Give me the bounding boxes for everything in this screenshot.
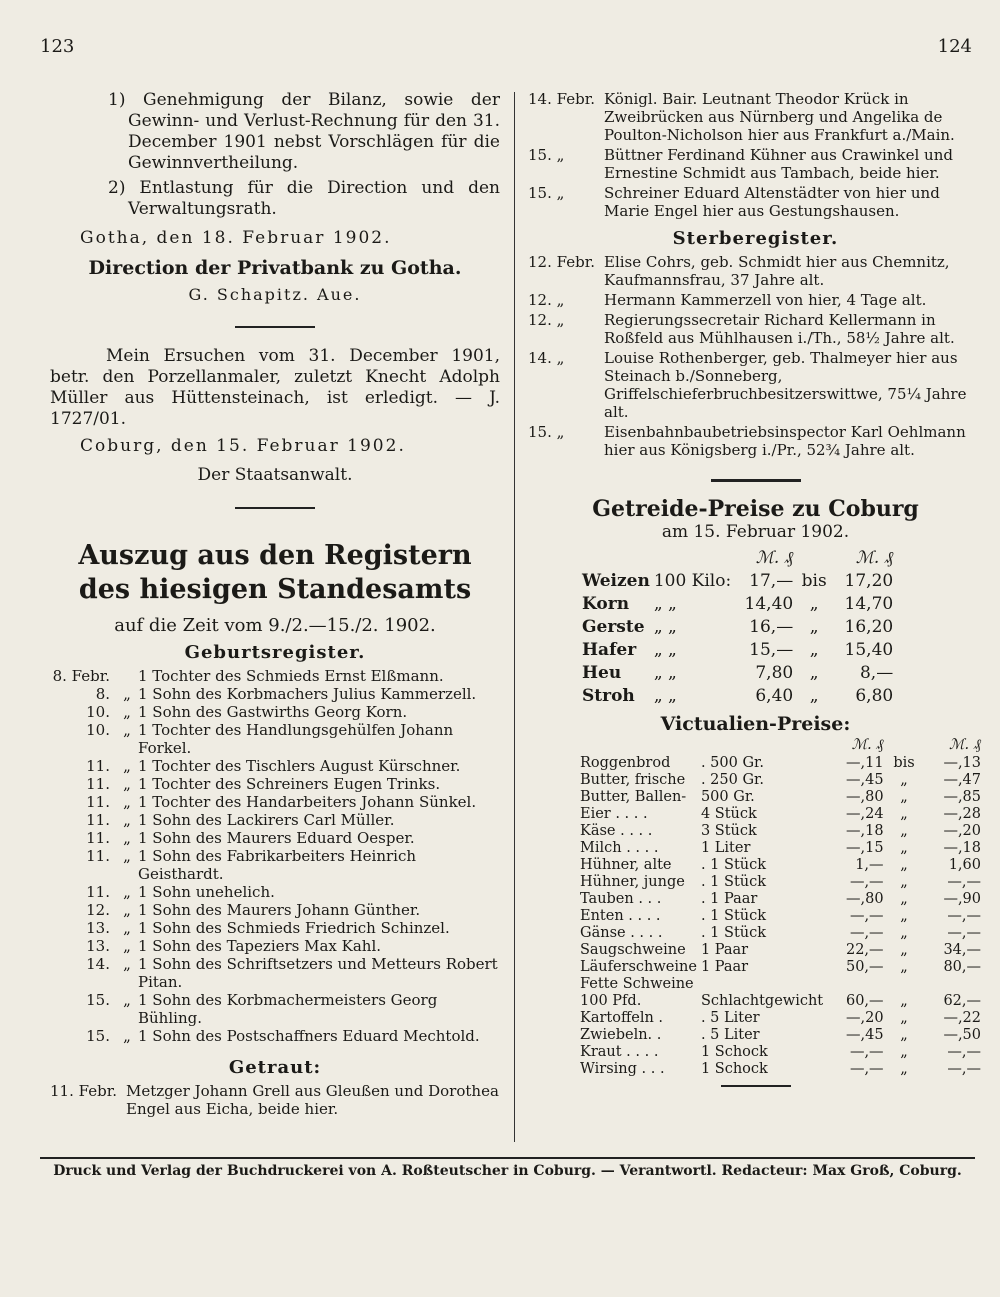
ditto-mark (116, 667, 138, 685)
price-high: —,13 (943, 754, 981, 771)
place-date-coburg: Coburg, den 15. Februar 1902. (80, 436, 406, 456)
price-item: Butter, frische (580, 771, 686, 788)
price-low: —,45 (845, 1026, 884, 1043)
registry-period: auf die Zeit vom 9./2.—15./2. 1902. (114, 615, 436, 636)
signers: G. Schapitz. Aue. (188, 285, 362, 304)
entry-date: 11. (86, 757, 110, 775)
ditto-mark: „ (123, 937, 131, 955)
price-row (578, 941, 983, 958)
register-entry (50, 1082, 500, 1118)
price-row (578, 992, 983, 1009)
price-high: —,— (947, 907, 981, 924)
ditto-mark: „ (123, 721, 131, 739)
grain-title: Getreide-Preise zu Coburg (592, 496, 919, 522)
register-entry (50, 919, 500, 937)
price-low: —,20 (845, 1009, 884, 1026)
register-entry (50, 847, 500, 883)
currency-header: ℳ. ₰ (855, 547, 894, 568)
price-separator: „ (900, 788, 908, 805)
entry-text: Schreiner Eduard Altenstädter von hier und Marie Engel hier aus Gestungshausen. (604, 184, 940, 220)
price-row (578, 805, 983, 822)
grain-date: am 15. Februar 1902. (661, 522, 850, 542)
price-low: 1,— (855, 856, 884, 873)
price-high (923, 975, 983, 992)
price-quantity: 3 Stück (700, 822, 757, 839)
price-quantity: „ „ (653, 685, 677, 706)
entry-date: 14. Febr. (528, 90, 595, 108)
price-row (580, 569, 895, 592)
price-quantity: . 500 Gr. (700, 754, 764, 771)
register-entry (50, 829, 500, 847)
price-separator: bis (893, 754, 915, 771)
price-high: —,47 (943, 771, 981, 788)
price-row (578, 924, 983, 941)
price-row (578, 856, 983, 873)
price-low: —,— (849, 924, 884, 941)
ditto-mark: „ (123, 883, 131, 901)
price-row (580, 684, 895, 707)
price-quantity: 1 Schock (700, 1043, 768, 1060)
price-quantity: . 1 Stück (700, 873, 767, 890)
price-separator: „ (900, 924, 908, 941)
price-item: Roggenbrod (580, 754, 671, 771)
price-low: —,— (849, 907, 884, 924)
price-high: 34,— (943, 941, 981, 958)
price-row (578, 839, 983, 856)
page-number-left: 123 (40, 36, 75, 57)
price-separator: „ (900, 1026, 908, 1043)
entry-date: 13. (86, 937, 110, 955)
ditto-mark: „ (123, 991, 131, 1009)
price-separator: „ (900, 856, 908, 873)
price-high: —,18 (943, 839, 981, 856)
entry-text: 1 Sohn des Schriftsetzers und Metteurs Robert Pitan. (138, 955, 498, 991)
price-separator: „ (900, 822, 908, 839)
entry-text: Büttner Ferdinand Kühner aus Crawinkel und Ernestine Schmidt aus Tambach, beide hier. (604, 146, 953, 182)
ditto-mark: „ (123, 919, 131, 937)
ditto-mark: „ (123, 793, 131, 811)
price-item: Saugschweine (580, 941, 686, 958)
currency-header: ℳ. ₰ (755, 547, 794, 568)
entry-text: Hermann Kammerzell von hier, 4 Tage alt. (604, 291, 927, 309)
price-separator: „ (809, 593, 819, 614)
price-quantity: „ „ (653, 639, 677, 660)
price-quantity: . 1 Stück (700, 924, 767, 941)
register-entry (50, 757, 500, 775)
divider (721, 1085, 791, 1087)
entry-date: 11. (86, 883, 110, 901)
price-row (578, 975, 983, 992)
register-entry (50, 901, 500, 919)
price-row (580, 592, 895, 615)
entry-date: 11. (86, 793, 110, 811)
grain-table (580, 546, 895, 707)
price-item: Fette Schweine (580, 975, 694, 992)
price-separator: „ (900, 1009, 908, 1026)
price-low: —,11 (845, 754, 884, 771)
price-item: Korn (582, 593, 630, 614)
entry-text: Metzger Johann Grell aus Gleußen und Dorothea Engel aus Eicha, beide hier. (126, 1082, 499, 1118)
entry-text: 1 Sohn unehelich. (138, 883, 275, 901)
price-item: 100 Pfd. (580, 992, 642, 1009)
entry-date: 15. „ (528, 423, 565, 441)
register-entry (50, 721, 500, 757)
imprint-footer: Druck und Verlag der Buchdruckerei von A. Roßteutscher in Coburg. — Verantwortl. Redacteur: Max Groß, Coburg. (40, 1157, 975, 1179)
price-quantity: . 1 Stück (700, 907, 767, 924)
register-entry (50, 955, 500, 991)
register-entry (50, 667, 500, 685)
price-row (580, 661, 895, 684)
ditto-mark: „ (123, 811, 131, 829)
register-entry (528, 146, 983, 182)
entry-text: Louise Rothenberger, geb. Thalmeyer hier aus Steinach b./Sonneberg, Griffelschieferbruchbesitzerswittwe, 75¼ Jahre alt. (604, 349, 967, 421)
price-item: Zwiebeln. . (580, 1026, 662, 1043)
entry-text: Eisenbahnbaubetriebsinspector Karl Oehlmann hier aus Königsberg i./Pr., 52¾ Jahre alt. (604, 423, 966, 459)
married-heading: Getraut: (228, 1057, 322, 1078)
register-entry (528, 253, 983, 289)
place-date-gotha: Gotha, den 18. Februar 1902. (80, 228, 392, 248)
price-separator: „ (900, 839, 908, 856)
entry-text: 1 Sohn des Maurers Johann Günther. (138, 901, 421, 919)
entry-text: 1 Tochter des Handarbeiters Johann Sünkel. (138, 793, 477, 811)
price-separator: „ (900, 873, 908, 890)
entry-date: 15. (86, 991, 110, 1009)
entry-text: 1 Sohn des Korbmachers Julius Kammerzell. (138, 685, 477, 703)
price-item: Eier . . . . (580, 805, 648, 822)
price-quantity: 1 Paar (700, 941, 749, 958)
entry-date: 14. (86, 955, 110, 973)
register-entry (50, 811, 500, 829)
entry-text: 1 Tochter des Tischlers August Kürschner. (138, 757, 461, 775)
price-low: —,18 (845, 822, 884, 839)
price-item: Käse . . . . (580, 822, 653, 839)
entry-text: 1 Sohn des Schmieds Friedrich Schinzel. (138, 919, 450, 937)
price-high: —,85 (943, 788, 981, 805)
divider (235, 326, 315, 328)
price-item: Butter, Ballen- (580, 788, 687, 805)
entry-text: Königl. Bair. Leutnant Theodor Krück in Zweibrücken aus Nürnberg und Angelika de Poulton-Nicholson hier aus Frankfurt a./Main. (604, 90, 955, 144)
price-high: 8,— (859, 662, 894, 683)
price-high: 15,40 (844, 639, 894, 660)
price-separator: „ (900, 992, 908, 1009)
price-low: 50,— (845, 958, 884, 975)
price-row (578, 1026, 983, 1043)
price-quantity: . 250 Gr. (700, 771, 764, 788)
prosecutor-title: Der Staatsanwalt. (197, 465, 353, 485)
currency-header: ℳ. ₰ (851, 737, 884, 753)
price-row (578, 873, 983, 890)
price-low: —,24 (845, 805, 884, 822)
price-quantity: . 5 Liter (700, 1026, 760, 1043)
price-separator: „ (900, 1043, 908, 1060)
prosecutor-notice: Mein Ersuchen vom 31. December 1901, betr. den Porzellanmaler, zuletzt Knecht Adolph Müller aus Hüttensteinach, ist erledigt. — J. 1727/01. (50, 346, 500, 429)
entry-text: Regierungssecretair Richard Kellermann in Roßfeld aus Mühlhausen i./Th., 58½ Jahre alt. (604, 311, 955, 347)
register-entry (50, 775, 500, 793)
price-low: 6,40 (755, 685, 794, 706)
price-item: Weizen (582, 570, 650, 591)
price-separator: „ (900, 1060, 908, 1077)
price-separator: „ (900, 941, 908, 958)
price-low: —,— (849, 1060, 884, 1077)
price-row (578, 907, 983, 924)
entry-date: 10. (86, 721, 110, 739)
price-quantity: 100 Kilo: (653, 570, 732, 591)
register-entry (528, 311, 983, 347)
price-row (578, 1060, 983, 1077)
entry-date: 11. (86, 829, 110, 847)
price-row (578, 958, 983, 975)
column-divider (514, 92, 515, 1142)
register-entry (50, 883, 500, 901)
price-high: —,20 (943, 822, 981, 839)
divider (235, 507, 315, 509)
entry-text: 1 Sohn des Gastwirths Georg Korn. (138, 703, 408, 721)
price-separator: „ (900, 890, 908, 907)
price-row (580, 638, 895, 661)
ditto-mark: „ (123, 757, 131, 775)
price-low: 60,— (845, 992, 884, 1009)
price-quantity: 1 Paar (700, 958, 749, 975)
entry-date: 15. „ (528, 146, 565, 164)
agenda-item-1: 1) Genehmigung der Bilanz, sowie der Gewinn- und Verlust-Rechnung für den 31. December 1901 nebst Vorschlägen für die Gewinnvertheilung. (108, 90, 500, 173)
price-low: 22,— (845, 941, 884, 958)
register-entry (50, 937, 500, 955)
entry-date: 11. (86, 811, 110, 829)
ditto-mark: „ (123, 901, 131, 919)
price-item: Stroh (582, 685, 635, 706)
price-low: —,— (849, 1043, 884, 1060)
price-separator: „ (900, 805, 908, 822)
price-item: Läuferschweine (580, 958, 697, 975)
price-quantity: Schlachtgewicht (700, 992, 824, 1009)
price-item: Milch . . . . (580, 839, 659, 856)
price-high: 80,— (943, 958, 981, 975)
price-item: Hafer (582, 639, 637, 660)
price-quantity (699, 975, 825, 992)
price-item: Tauben . . . (580, 890, 662, 907)
entry-date: 15. „ (528, 184, 565, 202)
entry-date: 14. „ (528, 349, 565, 367)
entry-date: 12. „ (528, 291, 565, 309)
register-entry (50, 1027, 500, 1045)
price-low: 16,— (749, 616, 794, 637)
register-entry (528, 90, 983, 144)
price-row (578, 771, 983, 788)
price-row (578, 754, 983, 771)
victuals-table (578, 737, 983, 1077)
registry-title: Auszug aus den Registern des hiesigen Standesamts (78, 540, 472, 605)
price-low: 15,— (749, 639, 794, 660)
price-low (825, 975, 885, 992)
price-high: 17,20 (844, 570, 894, 591)
ditto-mark: „ (123, 703, 131, 721)
divider (711, 479, 801, 482)
price-high: —,— (947, 1043, 981, 1060)
price-row (578, 890, 983, 907)
price-high: 6,80 (855, 685, 894, 706)
price-row (578, 1009, 983, 1026)
price-quantity: „ „ (653, 662, 677, 683)
price-row (578, 1043, 983, 1060)
price-high: —,50 (943, 1026, 981, 1043)
price-high: 16,20 (844, 616, 894, 637)
price-item: Kartoffeln . (580, 1009, 664, 1026)
price-quantity: „ „ (653, 593, 677, 614)
entry-date: 11. (86, 775, 110, 793)
price-quantity: 1 Liter (700, 839, 751, 856)
ditto-mark: „ (123, 1027, 131, 1045)
price-separator: „ (809, 685, 819, 706)
register-entry (50, 793, 500, 811)
price-low: 7,80 (755, 662, 794, 683)
entry-text: Elise Cohrs, geb. Schmidt hier aus Chemnitz, Kaufmannsfrau, 37 Jahre alt. (604, 253, 950, 289)
entry-text: 1 Tochter des Handlungsgehülfen Johann Forkel. (138, 721, 454, 757)
page-number-right: 124 (937, 36, 972, 57)
price-low: —,80 (845, 890, 884, 907)
entry-text: 1 Sohn des Fabrikarbeiters Heinrich Geisthardt. (138, 847, 417, 883)
price-high: 1,60 (948, 856, 981, 873)
price-low: —,15 (845, 839, 884, 856)
entry-date: 12. Febr. (528, 253, 595, 271)
entry-text: 1 Sohn des Lackirers Carl Müller. (138, 811, 395, 829)
register-entry (528, 349, 983, 421)
left-column (50, 90, 500, 1120)
register-entry (50, 685, 500, 703)
price-item: Enten . . . . (580, 907, 661, 924)
price-separator: „ (900, 958, 908, 975)
price-item: Gänse . . . . (580, 924, 663, 941)
price-item: Heu (582, 662, 622, 683)
price-quantity: 4 Stück (700, 805, 757, 822)
entry-date: 15. (86, 1027, 110, 1045)
price-row (580, 615, 895, 638)
price-high: —,— (947, 1060, 981, 1077)
register-entry (528, 423, 983, 459)
entry-text: 1 Tochter des Schreiners Eugen Trinks. (138, 775, 441, 793)
currency-header: ℳ. ₰ (949, 737, 981, 753)
price-separator: „ (900, 771, 908, 788)
bank-direction: Direction der Privatbank zu Gotha. (88, 257, 462, 279)
deaths-list (528, 253, 983, 459)
entry-date: 12. (86, 901, 110, 919)
price-item: Wirsing . . . (580, 1060, 665, 1077)
entry-text: 1 Sohn des Postschaffners Eduard Mechtold. (138, 1027, 480, 1045)
ditto-mark: „ (123, 847, 131, 865)
price-quantity: 500 Gr. (700, 788, 755, 805)
ditto-mark: „ (123, 829, 131, 847)
price-item: Hühner, alte (580, 856, 672, 873)
agenda-item-2: 2) Entlastung für die Direction und den Verwaltungsrath. (108, 178, 500, 219)
price-low: 14,40 (744, 593, 794, 614)
married-list-cont (528, 90, 983, 220)
entry-date: 11. (86, 847, 110, 865)
price-high: 14,70 (844, 593, 894, 614)
price-row (578, 822, 983, 839)
entry-date: 8. Febr. (52, 667, 110, 685)
price-separator: „ (809, 616, 819, 637)
entry-date: 8. (95, 685, 110, 703)
entry-text: 1 Sohn des Tapeziers Max Kahl. (138, 937, 382, 955)
ditto-mark: „ (123, 685, 131, 703)
price-high: —,28 (943, 805, 981, 822)
right-column (528, 90, 983, 1101)
price-item: Hühner, junge (580, 873, 685, 890)
price-low: —,— (849, 873, 884, 890)
price-low: —,45 (845, 771, 884, 788)
price-separator: „ (900, 907, 908, 924)
price-separator: „ (809, 662, 819, 683)
price-quantity: „ „ (653, 616, 677, 637)
births-list (50, 667, 500, 1045)
register-entry (50, 703, 500, 721)
price-high: —,22 (943, 1009, 981, 1026)
victuals-title: Victualien-Preise: (660, 713, 851, 735)
price-separator (886, 975, 923, 992)
price-quantity: . 5 Liter (700, 1009, 760, 1026)
register-entry (528, 291, 983, 309)
price-quantity: . 1 Stück (700, 856, 767, 873)
price-low: 17,— (749, 570, 794, 591)
ditto-mark: „ (123, 955, 131, 973)
price-quantity: . 1 Paar (700, 890, 758, 907)
married-list (50, 1082, 500, 1118)
price-low: —,80 (845, 788, 884, 805)
entry-date: 11. Febr. (50, 1082, 117, 1100)
entry-text: 1 Sohn des Korbmachermeisters Georg Bühling. (138, 991, 438, 1027)
price-quantity: 1 Schock (700, 1060, 768, 1077)
register-entry (528, 184, 983, 220)
price-row (578, 788, 983, 805)
entry-text: 1 Sohn des Maurers Eduard Oesper. (138, 829, 415, 847)
entry-text: 1 Tochter des Schmieds Ernst Elßmann. (138, 667, 444, 685)
price-item: Gerste (582, 616, 645, 637)
price-separator: „ (809, 639, 819, 660)
entry-date: 10. (86, 703, 110, 721)
births-heading: Geburtsregister. (184, 642, 366, 663)
ditto-mark: „ (123, 775, 131, 793)
price-separator: bis (801, 570, 827, 591)
entry-date: 13. (86, 919, 110, 937)
deaths-heading: Sterberegister. (672, 228, 839, 249)
entry-date: 12. „ (528, 311, 565, 329)
price-high: —,— (947, 924, 981, 941)
price-high: —,— (947, 873, 981, 890)
price-high: 62,— (943, 992, 981, 1009)
price-high: —,90 (943, 890, 981, 907)
register-entry (50, 991, 500, 1027)
price-item: Kraut . . . . (580, 1043, 659, 1060)
